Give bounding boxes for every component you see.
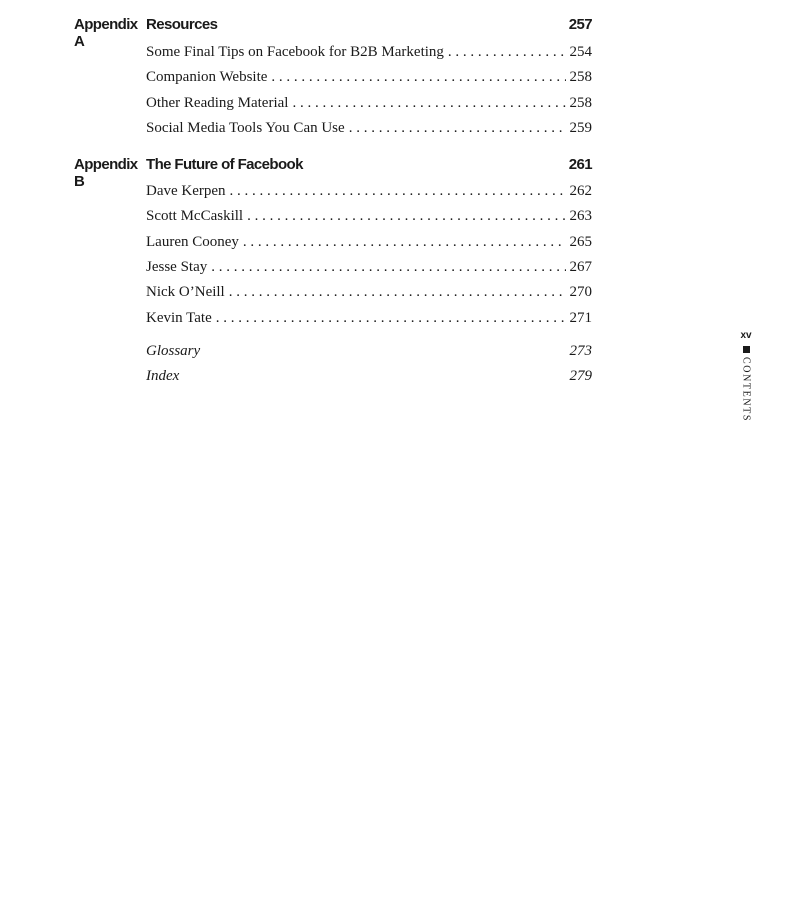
entry-title: Scott McCaskill (146, 208, 244, 225)
dot-leader (448, 44, 566, 61)
toc-entry[interactable] (146, 284, 592, 309)
appendix-heading (74, 16, 592, 50)
dot-leader (216, 310, 566, 327)
appendix-title: Resources (146, 16, 218, 33)
dot-leader (211, 259, 565, 276)
table-of-contents (74, 0, 592, 394)
toc-entry[interactable] (146, 310, 592, 335)
entry-list (146, 183, 592, 335)
entry-title: Lauren Cooney (146, 233, 239, 250)
entry-title: Glossary (146, 342, 201, 359)
entry-title: Dave Kerpen (146, 183, 226, 200)
entry-page: 258 (569, 94, 592, 111)
entry-title: Other Reading Material (146, 94, 289, 111)
toc-entry[interactable] (146, 208, 592, 233)
toc-entry-index[interactable] (146, 368, 592, 394)
section-label: CONTENTS (740, 357, 752, 423)
entry-list (146, 44, 592, 145)
entry-page: 263 (569, 208, 592, 225)
appendix-a-section (74, 16, 592, 145)
entry-page: 279 (569, 368, 592, 385)
running-head (736, 330, 756, 422)
appendix-heading (74, 156, 592, 191)
dot-leader (229, 284, 566, 301)
toc-entry[interactable] (146, 183, 592, 208)
dot-leader (230, 183, 566, 200)
dot-leader (292, 95, 565, 112)
entry-page: 267 (569, 259, 592, 276)
toc-entry[interactable] (146, 259, 592, 284)
appendix-label: Appendix B (74, 156, 138, 191)
toc-entry[interactable] (146, 234, 592, 259)
toc-entry-glossary[interactable] (146, 343, 592, 369)
entry-title: Companion Website (146, 69, 268, 86)
entry-page: 254 (569, 44, 592, 60)
dot-leader (349, 120, 566, 137)
entry-title: Nick O’Neill (146, 284, 225, 301)
page-folio: xv (740, 330, 752, 341)
entry-title: Some Final Tips on Facebook for B2B Marketing (146, 44, 444, 60)
entry-page: 258 (569, 69, 592, 86)
back-matter-list (146, 343, 592, 394)
dot-leader (243, 234, 566, 251)
entry-page: 259 (569, 119, 592, 136)
entry-title: Kevin Tate (146, 309, 212, 326)
entry-title: Social Media Tools You Can Use (146, 119, 345, 136)
entry-page: 271 (569, 309, 592, 326)
appendix-page: 261 (568, 156, 592, 174)
toc-entry[interactable] (146, 95, 592, 120)
toc-entry[interactable] (146, 120, 592, 145)
appendix-label: Appendix A (74, 16, 138, 50)
dot-leader (247, 208, 565, 225)
appendix-title: The Future of Facebook (146, 156, 303, 174)
entry-page: 270 (569, 284, 592, 301)
toc-entry[interactable] (146, 44, 592, 69)
dot-leader (271, 69, 565, 86)
entry-title: Jesse Stay (146, 259, 208, 276)
appendix-page: 257 (568, 16, 592, 33)
entry-page: 265 (569, 233, 592, 250)
entry-page: 273 (569, 342, 592, 359)
entry-title: Index (146, 368, 180, 385)
entry-page: 262 (569, 183, 592, 200)
square-bullet-icon (743, 346, 750, 353)
appendix-b-section (74, 156, 592, 335)
toc-entry[interactable] (146, 69, 592, 94)
